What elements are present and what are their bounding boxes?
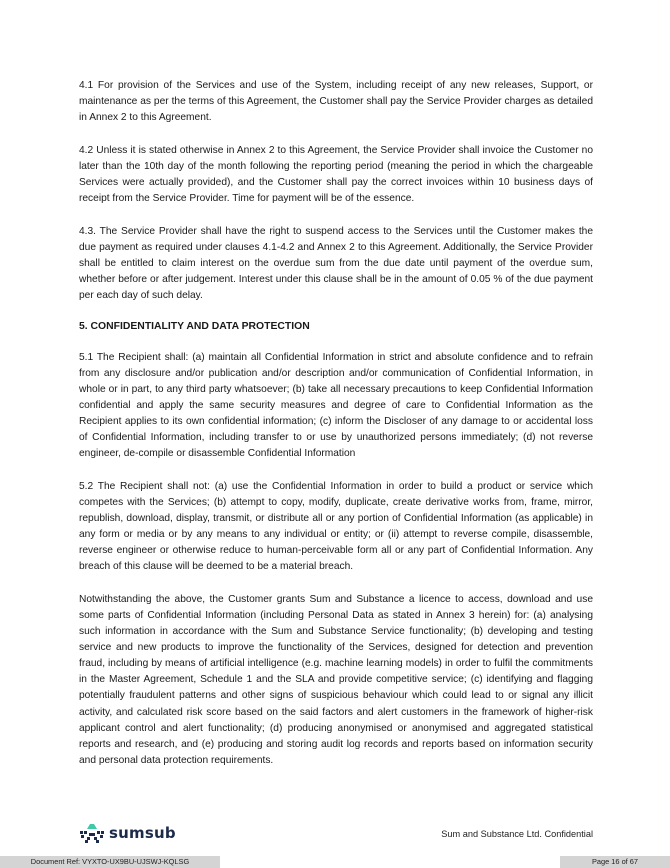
section-heading-5: 5. CONFIDENTIALITY AND DATA PROTECTION	[79, 320, 310, 332]
clause-5-1: 5.1 The Recipient shall: (a) maintain all Confidential Information in strict and absolute confidence and to refrain from any disclosure and/or publication and/or description and/or communication of Confidential Information, in whole or in part, to any third party whatsoever; (b) take all necessary precautions to keep Confidential Information confidential and apply the same security measures and degree of care to Confidential Information as the Recipient applies to its own confidential information; (c) inform the Discloser of any damage to or accidental loss of Confidential Information, including transfer to or use by unauthorized persons immediately; (d) not reverse engineer, de-compile or disassemble Confidential Information	[79, 351, 593, 460]
clause-5-2: 5.2 The Recipient shall not: (a) use the Confidential Information in order to build a product or service which competes with the Services; (b) attempt to copy, modify, duplicate, create derivative works from, frame, mirror, republish, download, display, transmit, or distribute all or any portion of Confidential Information (as applicable) in any form or media or by any means to any individual or entity; or (ii) attempt to reverse compile, disassemble, reverse engineer or otherwise reduce to human-perceivable form all or any part of Confidential Information. Any breach of this clause will be deemed to be a material breach.	[79, 480, 593, 573]
clause-4-2: 4.2 Unless it is stated otherwise in Annex 2 to this Agreement, the Service Provider shall invoice the Customer no later than the 10th day of the month following the reporting period (meaning the period in which the chargeable Services were actually provided), and the Customer shall pay the correct invoices within 10 business days of receipt from the Service Provider. Time for payment will be of the essence.	[79, 144, 593, 205]
logo-wordmark: sumsub	[109, 824, 176, 842]
clause-notwithstanding: Notwithstanding the above, the Customer grants Sum and Substance a licence to access, download and use some parts of Confidential Information (including Personal Data as stated in Annex 3 herein) for: (a) analysing such information in accordance with the Sum and Substance Service functionality; (b) developing and testing service and new products to improve the functionality of the Services, designed for detection and prevention fraud, including by means of artificial intelligence (e.g. machine learning models) in order to fulfil the commitments in the Master Agreement, Schedule 1 and the SLA and provide competitive service; (c) identifying and flagging potentially fraudulent patterns and other signs of suspicious behaviour which could lead to or signal any illicit activity, and calculated risk score based on the said factors and alert customers in the framework of higher-risk applicant control and alert functionality; (d) producing anonymised or anonymised and aggregated statistical reports and research, and (e) producing and storing audit log records and reports based on information security and personal data protection requirements.	[79, 593, 593, 766]
page-indicator: Page 16 of 67	[560, 856, 670, 868]
document-body	[79, 78, 593, 785]
sumsub-logo	[79, 822, 176, 844]
document-ref: Document Ref: VYXTO-UX9BU-UJSWJ-KQLSG	[0, 856, 220, 868]
confidential-notice: Sum and Substance Ltd. Confidential	[441, 829, 593, 839]
sumsub-logo-icon	[79, 822, 105, 844]
clause-4-3: 4.3. The Service Provider shall have the right to suspend access to the Services until the Customer makes the due payment as required under clauses 4.1-4.2 and Annex 2 to this Agreement. Additionally, the Service Provider shall be entitled to claim interest on the overdue sum from the due date until payment of the overdue sum, whether before or after judgement. Interest under this clause shall be in the amount of 0.05 % of the due payment per each day of such delay.	[79, 225, 593, 302]
clause-4-1: 4.1 For provision of the Services and use of the System, including receipt of any new releases, Support, or maintenance as per the terms of this Agreement, the Customer shall pay the Service Provider charges as detailed in Annex 2 to this Agreement.	[79, 80, 593, 124]
